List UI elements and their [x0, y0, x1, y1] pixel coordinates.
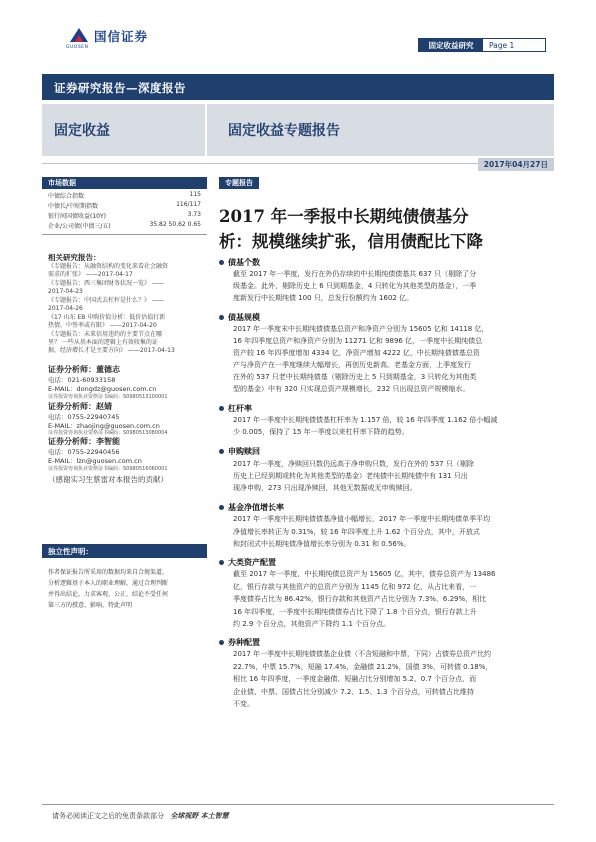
analyst-cert: 证券投资咨询执业资格证书编码：S0980513100001 [48, 394, 168, 400]
bullet-icon [219, 560, 224, 565]
footer-disclaimer: 请务必阅读正文之后的免责条款部分 [52, 812, 164, 820]
section-heading [219, 257, 260, 268]
section-heading-text: 债基规模 [228, 313, 260, 322]
related-report-line: 2017-04-23 [48, 288, 83, 295]
section-line: 22.7%，中票 15.7%，短融 17.4%，金融债 21.2%，国债 3%，可转债 0.18%， [233, 663, 493, 671]
analyst-phone: 电话：0755-22940745 [48, 413, 120, 421]
acknowledgement: （感谢实习生蔡雷对本报告的贡献） [48, 475, 168, 484]
category-cell [42, 104, 207, 156]
logo-subtext: GUOSEN [66, 45, 89, 50]
analyst-name: 证券分析师：赵婧 [48, 402, 112, 411]
logo-text: 国信证券 [94, 29, 149, 44]
market-row-key: 银行间国债收益(10Y) [48, 213, 106, 220]
section-line: 在外的 537 只老中长期纯债基（剔除历史上 5 只到期基金，3 只转化为其他类 [233, 373, 477, 381]
market-row-key: 企业/公司债(中债三/五) [48, 223, 111, 230]
independence-line: 并得出结论，力求客观、公正，结论不受任何 [48, 591, 169, 598]
section-line: 净值增长率转正为 0.31%，较 16 年四季度上升 1.62 个百分点，其中，开放式 [233, 528, 480, 536]
page-number: Page 1 [489, 40, 515, 50]
section-line: 企业债、中票、国债占比分别减少 7.2、1.5、1.3 个百分点，可转债占比维持 [233, 688, 474, 696]
category-label: 固定收益 [54, 123, 110, 139]
market-row [42, 221, 207, 230]
section-line: 亿，银行存款与其他资产的总资产分别为 1145 亿和 972 亿，从占比来看，一 [233, 583, 477, 591]
analyst-name: 证券分析师：董德志 [48, 365, 120, 374]
bullet-icon [219, 640, 224, 645]
independence-heading: 独立性声明： [42, 544, 207, 558]
section-line: 历史上已经到期或转化为其他类型的基金）老纯债中长期纯债中有 131 只出 [233, 472, 468, 480]
analyst-email: E-MAIL：dongdz@guosen.com.cn [48, 385, 157, 393]
category-banner [42, 104, 554, 156]
section-heading [219, 403, 252, 414]
analyst-cert: 证券投资咨询执业资格证书编码：S0980516060001 [48, 466, 168, 472]
date-line [42, 158, 554, 170]
section-line: 级基金。此外，剔除历史上 6 只到期基金，4 只转化为其他类型的基金），一季 [233, 282, 477, 290]
section-line: 季度债券占比为 86.42%，银行存款和其他资产占比分别为 7.3%、6.29%，相比 [233, 595, 487, 603]
guosen-logo-icon [68, 26, 90, 44]
market-row-value: 3.73 [187, 211, 201, 218]
related-report-line: 据，经济增长才是主要方向》 ——2017-04-13 [48, 347, 175, 354]
section-heading-text: 基金净值增长率 [228, 503, 284, 512]
report-title-line-2: 析：规模继续扩张，信用债配比下降 [219, 232, 483, 251]
section-line: 约 2.9 个百分点，其他资产下降约 1.1 个百分点。 [233, 620, 391, 628]
independence-line: 分析逻辑基于本人的职业理解，通过合理判断 [48, 580, 169, 587]
market-divider [42, 234, 207, 235]
independence-line: 第三方的授意、影响，特此声明 [48, 602, 133, 609]
related-report-line: 需求的扩张》 ——2017-04-17 [48, 271, 133, 278]
bullet-icon [219, 315, 224, 320]
section-line: 资产较 16 年四季度增加 4334 亿，净资产增加 4222 亿，中长期纯债债基总资 [233, 349, 480, 357]
market-row [42, 201, 207, 210]
bullet-icon [219, 449, 224, 454]
related-report-line: 《专题报告：从融资结构的变化来看社会融资 [48, 263, 169, 270]
section-line: 2017 年一季度中长期纯债债基净值小幅增长，2017 年一季度中长期纯债单季平均 [233, 515, 491, 523]
footer-slogan: 全球视野 本土智慧 [170, 812, 229, 820]
related-report-line: 热情，中签率或有限》 ——2017-04-20 [48, 322, 157, 329]
section-heading-text: 债基个数 [228, 258, 260, 267]
section-line: 产与净资产在一季度继续大幅增长，再创历史新高。老基金方面，上季度发行 [233, 361, 471, 369]
section-line: 2017 年一季度中长期纯债债基企业债（不含短融和中票，下同）占债券总资产比约 [233, 650, 492, 658]
section-line: 少 0.005，保持了 15 年一季度以来杠杆率下降的趋势。 [233, 428, 409, 436]
analyst-cert: 证券投资咨询执业资格证书编码：S0980513080004 [48, 430, 168, 436]
section-heading-text: 券种配置 [228, 638, 260, 647]
section-heading-text: 杠杆率 [228, 404, 252, 413]
related-report-line: 《专题报告：中国式去杠杆是什么？》 —— [48, 297, 164, 304]
market-data-heading: 市场数据 [42, 177, 207, 189]
related-reports-title: 相关研究报告： [48, 253, 101, 262]
special-report-tag: 专题报告 [219, 177, 259, 189]
market-row-value: 115 [189, 191, 201, 198]
section-line: 截至 2017 年一季度，发行在外仍存续的中长期纯债债基共 637 只（剔除了分 [233, 270, 477, 278]
footer-divider [42, 804, 554, 805]
market-row-key: 中债综合指数 [48, 193, 85, 200]
section-heading [219, 557, 276, 568]
section-line: 相比 16 年四季度，一季度金融债、短融占比分别增加 5.2、0.7 个百分点，而 [233, 675, 477, 683]
report-type-banner [42, 74, 554, 100]
market-row [42, 211, 207, 220]
section-line: 度新发行中长期纯债 100 只，总发行份额约为 1602 亿。 [233, 294, 414, 302]
section-line: 和封闭式中长期纯债净值增长率分别为 0.31 和 0.56%。 [233, 540, 411, 548]
footer [52, 811, 229, 821]
market-row-value: 116/117 [176, 201, 201, 208]
market-row [42, 191, 207, 200]
subcategory-label: 固定收益专题报告 [228, 123, 340, 139]
analyst-phone: 电话：021-60933158 [48, 376, 116, 384]
section-line: 16 年四季度，一季度中长期纯债债券占比下降了 1.8 个百分点，银行存款上升 [233, 608, 477, 616]
section-heading [219, 312, 260, 323]
section-heading [219, 446, 260, 457]
market-row-value: 35.82 50.62 0.65 [149, 221, 201, 228]
report-title-line-1: 2017 年一季报中长期纯债债基分 [219, 207, 469, 226]
section-line: 截至 2017 年一季度，中长期纯债总资产为 15605 亿，其中，债券总资产为 13486 [233, 570, 496, 578]
bullet-icon [219, 260, 224, 265]
related-report-line: 《专题报告：西三集团财务状况一览》 —— [48, 280, 164, 287]
bullet-icon [219, 505, 224, 510]
header-tag [418, 38, 546, 52]
section-line: 2017 年一季度，净赎回只数仍远高于净申购只数，发行在外的 537 只（剔除 [233, 460, 474, 468]
analyst-phone: 电话：0755-22940456 [48, 448, 120, 456]
section-line: 不变。 [233, 700, 254, 708]
section-line: 现净申购，273 只出现净赎回，其他无数据或无申购赎回。 [233, 484, 417, 492]
section-line: 2017 年一季度末中长期纯债债基总资产和净资产分别为 15605 亿和 14118 亿， [233, 325, 489, 333]
report-type: 证券研究报告—深度报告 [54, 81, 186, 95]
related-report-line: 《17 山东 EB 申购价值分析：低价估值打新 [48, 314, 166, 321]
market-row-key: 中债长/中短期指数 [48, 203, 99, 210]
related-report-line: 里？ 一些从基本面的逻辑上有效收集的证 [48, 339, 158, 346]
analyst-email: E-MAIL：lzn@guosen.com.cn [48, 457, 142, 465]
independence-line: 作者保证报告所采用的数据均来自合规渠道， [48, 569, 169, 576]
related-report-line: 《专题报告：未来信用违约的主要节点在哪 [48, 331, 163, 338]
report-date: 2017年04月27日 [478, 158, 554, 171]
section-heading-text: 大类资产配置 [228, 558, 276, 567]
header-tag-label: 固定收益研究 [419, 39, 483, 51]
analyst-email: E-MAIL：zhaojing@guosen.com.cn [48, 422, 160, 430]
section-line: 型的基金）中有 320 只实现总资产规模增长，232 只出现总资产规模缩水。 [233, 385, 470, 393]
section-line: 2017 年一季度中长期纯债债基杠杆率为 1.157 倍，较 16 年四季度 1.162 倍小幅减 [233, 416, 498, 424]
analyst-name: 证券分析师：李智能 [48, 437, 120, 446]
section-heading [219, 502, 284, 513]
date-divider [42, 163, 482, 164]
bullet-icon [219, 406, 224, 411]
section-heading-text: 申购赎回 [228, 447, 260, 456]
related-report-line: 2017-04-26 [48, 305, 83, 312]
section-line: 16 年四季度总资产和净资产分别为 11271 亿和 9896 亿，一季度中长期纯债总 [233, 337, 483, 345]
section-heading [219, 637, 260, 648]
